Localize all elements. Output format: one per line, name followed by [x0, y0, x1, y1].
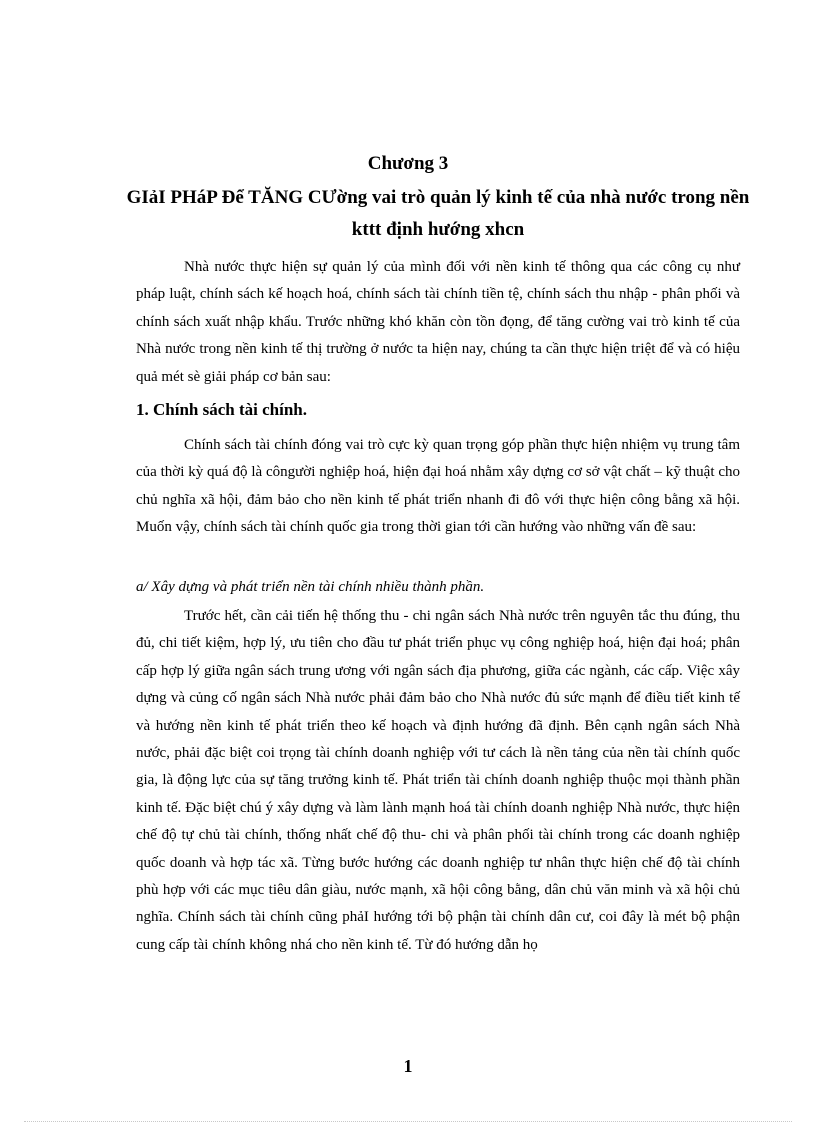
page-number: 1 [403, 1056, 413, 1076]
subsection-heading: a/ Xây dựng và phát triển nền tài chính nhiều thành phần. [136, 579, 485, 595]
chapter-title: GIảI PHáP Để TĂNG CƯờng vai trò quản lý kinh tế của nhà nước trong nền kttt định hướng xhcn [126, 187, 750, 240]
page-bottom-divider [24, 1121, 792, 1122]
intro-paragraph-block [136, 254, 740, 391]
subsection-paragraph: Trước hết, cần cải tiến hệ thống thu - chi ngân sách Nhà nước trên nguyên tắc thu đúng, thu đủ, chi tiết kiệm, hợp lý, ưu tiên cho đầu tư phát triển phục vụ công nghiệp hoá, hiện đại hoá; phân cấp hợp lý giữa ngân sách trung ương với ngân sách địa phương, giữa các ngành, các cấp. Việc xây dựng và củng cố ngân sách Nhà nước phải đảm bảo cho Nhà nước đủ sức mạnh để điều tiết kinh tế và hướng nền kinh tế phát triển theo kế hoạch và định hướng đã định. Bên cạnh ngân sách Nhà nước, phải đặc biệt coi trọng tài chính doanh nghiệp với tư cách là nền tảng của nền tài chính quốc gia, là động lực của sự tăng trưởng kinh tế. Phát triển tài chính doanh nghiệp thuộc mọi thành phần kinh tế. Đặc biệt chú ý xây dựng và làm lành mạnh hoá tài chính doanh nghiệp Nhà nước, thực hiện chế độ tự chủ tài chính, thống nhất chế độ thu- chi và phân phối tài chính trong các doanh nghiệp quốc doanh và hợp tác xã. Từng bước hướng các doanh nghiệp tư nhân thực hiện chế độ tài chính phù hợp với các mục tiêu dân giàu, nước mạnh, xã hội công bằng, dân chủ văn minh và xã hội chủ nghĩa. Chính sách tài chính cũng phảI hướng tới bộ phận tài chính dân cư, coi đây là mét bộ phận cung cấp tài chính không nhá cho nền kinh tế. Từ đó hướng dẫn họ [136, 608, 740, 953]
section-paragraph-block [136, 432, 740, 542]
chapter-heading: Chương 3 [367, 153, 449, 174]
section-heading: 1. Chính sách tài chính. [136, 400, 307, 419]
intro-paragraph: Nhà nước thực hiện sự quản lý của mình đối với nền kinh tế thông qua các công cụ như pháp luật, chính sách kế hoạch hoá, chính sách tài chính tiền tệ, chính sách thu nhập - phân phối và chính sách xuất nhập khẩu. Trước những khó khăn còn tồn đọng, để tăng cường vai trò kinh tế của Nhà nước trong nền kinh tế thị trường ở nước ta hiện nay, chúng ta cần thực hiện triệt để và có hiệu quả mét sè giải pháp cơ bản sau: [136, 259, 740, 385]
section-paragraph: Chính sách tài chính đóng vai trò cực kỳ quan trọng góp phần thực hiện nhiệm vụ trung tâm của thời kỳ quá độ là côngười nghiệp hoá, hiện đại hoá nhằm xây dựng cơ sở vật chất – kỹ thuật cho chủ nghĩa xã hội, đảm bảo cho nền kinh tế phát triển nhanh đi đô với thực hiện công bằng xã hội. Muốn vậy, chính sách tài chính quốc gia trong thời gian tới cần hướng vào những vấn đề sau: [136, 437, 740, 536]
subsection-paragraph-block [136, 603, 740, 959]
